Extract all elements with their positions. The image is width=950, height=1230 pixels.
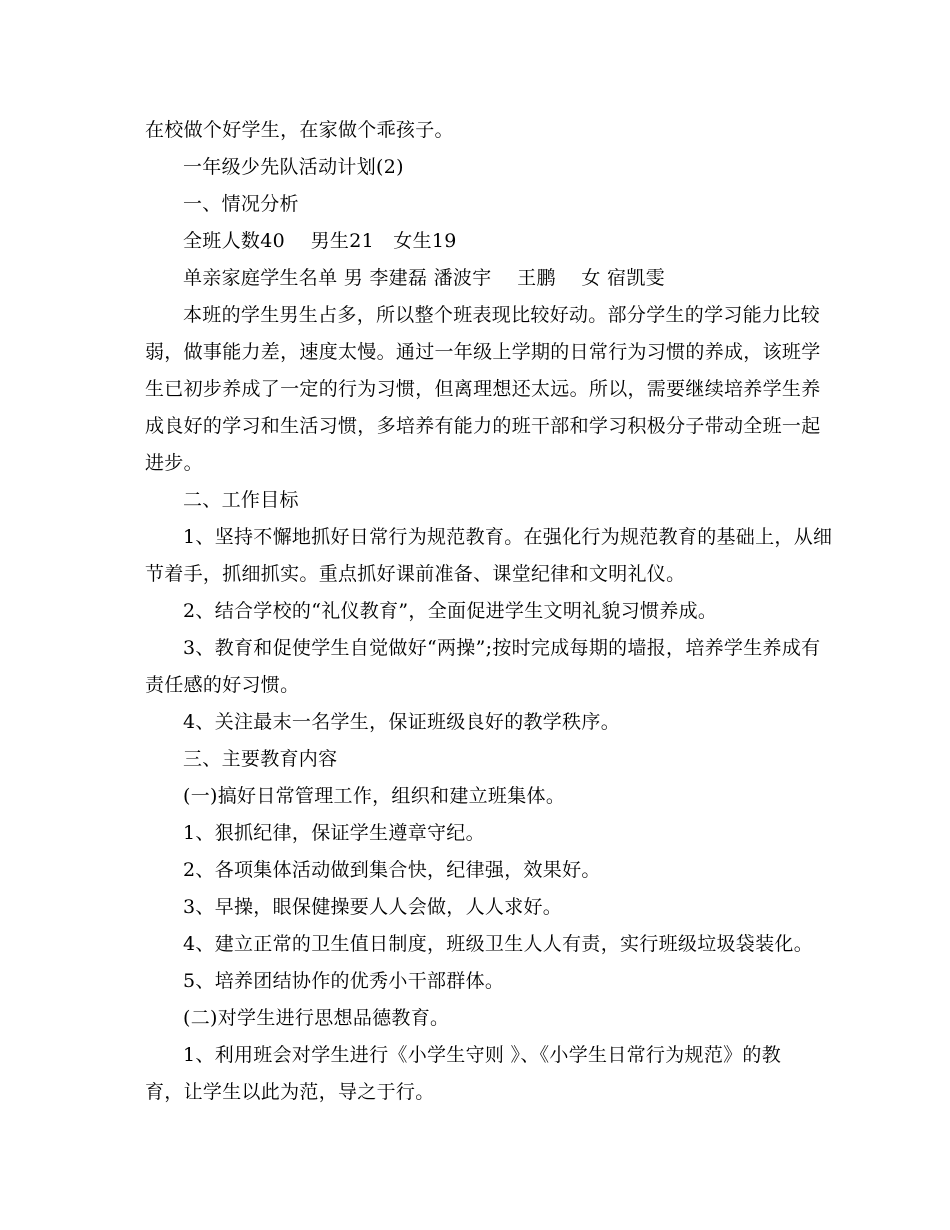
paragraph-line: 弱，做事能力差，速度太慢。通过一年级上学期的日常行为习惯的养成，该班学 [145, 341, 821, 363]
paragraph-line: 生已初步养成了一定的行为习惯，但离理想还太远。所以，需要继续培养学生养 [145, 378, 821, 400]
list-item: 1、利用班会对学生进行《小学生守则 》、《小学生日常行为规范》的教 [183, 1044, 782, 1066]
goal-item: 1、坚持不懈地抓好日常行为规范教育。在强化行为规范教育的基础上，从细 [183, 526, 833, 548]
subheading: (一)搞好日常管理工作，组织和建立班集体。 [183, 785, 566, 807]
goal-item-continued: 节着手，抓细抓实。重点抓好课前准备、课堂纪律和文明礼仪。 [145, 563, 686, 585]
list-item: 4、建立正常的卫生值日制度，班级卫生人人有责，实行班级垃圾袋装化。 [183, 933, 813, 955]
list-item: 2、各项集体活动做到集合快，纪律强，效果好。 [183, 859, 601, 881]
goal-item: 3、教育和促使学生自觉做好“两操”;按时完成每期的墙报，培养学生养成有 [183, 637, 821, 659]
heading-situation-analysis: 一、情况分析 [183, 193, 299, 215]
list-item: 1、狠抓纪律，保证学生遵章守纪。 [183, 822, 485, 844]
class-count-line: 全班人数40 男生21 女生19 [183, 230, 457, 252]
list-item-continued: 育，让学生以此为范，导之于行。 [145, 1081, 435, 1103]
goal-item: 2、结合学校的“礼仪教育”，全面促进学生文明礼貌习惯养成。 [183, 600, 718, 622]
paragraph-line: 进步。 [145, 452, 203, 474]
text-line: 在校做个好学生，在家做个乖孩子。 [145, 119, 454, 141]
subheading: (二)对学生进行思想品德教育。 [183, 1007, 450, 1029]
heading-education-content: 三、主要教育内容 [183, 748, 338, 770]
list-item: 3、早操，眼保健操要人人会做，人人求好。 [183, 896, 563, 918]
goal-item: 4、关注最末一名学生，保证班级良好的教学秩序。 [183, 711, 620, 733]
heading-work-goals: 二、工作目标 [183, 489, 299, 511]
paragraph-line: 成良好的学习和生活习惯，多培养有能力的班干部和学习积极分子带动全班一起 [145, 415, 821, 437]
list-item: 5、培养团结协作的优秀小干部群体。 [183, 970, 505, 992]
single-parent-list-line: 单亲家庭学生名单 男 李建磊 潘波宇 王鹏 女 宿凯雯 [183, 267, 665, 289]
section-title: 一年级少先队活动计划(2) [183, 156, 404, 178]
paragraph-line: 本班的学生男生占多，所以整个班表现比较好动。部分学生的学习能力比较 [183, 304, 820, 326]
goal-item-continued: 责任感的好习惯。 [145, 674, 300, 696]
